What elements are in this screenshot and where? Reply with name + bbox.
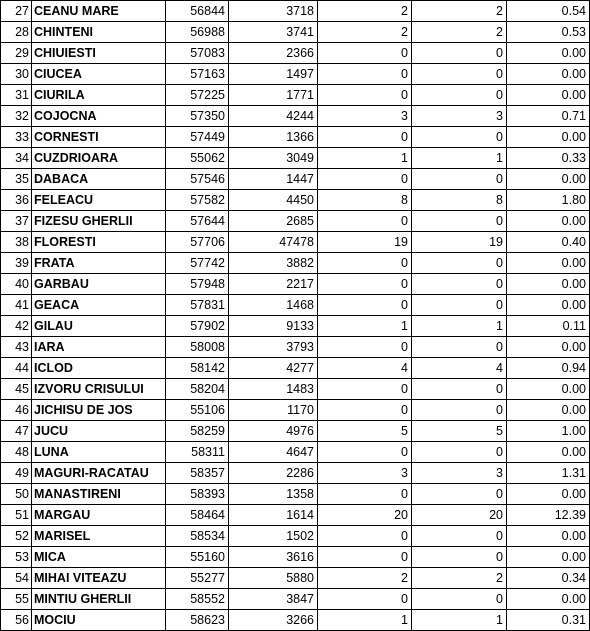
population-cell[interactable]: 1366	[229, 127, 318, 148]
count-1-cell[interactable]: 0	[318, 43, 412, 64]
population-cell[interactable]: 1614	[229, 505, 318, 526]
row-number-cell[interactable]: 51	[1, 505, 32, 526]
locality-name-cell[interactable]: MAGURI-RACATAU	[32, 463, 166, 484]
locality-name-cell[interactable]: CHIUIESTI	[32, 43, 166, 64]
count-2-cell[interactable]: 1	[412, 610, 507, 631]
population-cell[interactable]: 1447	[229, 169, 318, 190]
rate-cell[interactable]: 0.00	[507, 526, 590, 547]
siruta-code-cell[interactable]: 58552	[166, 589, 229, 610]
rate-cell[interactable]: 0.40	[507, 232, 590, 253]
count-1-cell[interactable]: 0	[318, 127, 412, 148]
rate-cell[interactable]: 0.00	[507, 379, 590, 400]
locality-name-cell[interactable]: FRATA	[32, 253, 166, 274]
row-number-cell[interactable]: 48	[1, 442, 32, 463]
siruta-code-cell[interactable]: 57742	[166, 253, 229, 274]
rate-cell[interactable]: 0.00	[507, 547, 590, 568]
siruta-code-cell[interactable]: 55160	[166, 547, 229, 568]
count-2-cell[interactable]: 20	[412, 505, 507, 526]
population-cell[interactable]: 1170	[229, 400, 318, 421]
row-number-cell[interactable]: 34	[1, 148, 32, 169]
population-cell[interactable]: 3741	[229, 22, 318, 43]
siruta-code-cell[interactable]: 58008	[166, 337, 229, 358]
siruta-code-cell[interactable]: 57902	[166, 316, 229, 337]
row-number-cell[interactable]: 39	[1, 253, 32, 274]
rate-cell[interactable]: 0.00	[507, 295, 590, 316]
count-1-cell[interactable]: 0	[318, 169, 412, 190]
population-cell[interactable]: 3616	[229, 547, 318, 568]
count-1-cell[interactable]: 0	[318, 400, 412, 421]
locality-name-cell[interactable]: CORNESTI	[32, 127, 166, 148]
table-body	[1, 1, 590, 631]
row-number-cell[interactable]: 46	[1, 400, 32, 421]
locality-name-cell[interactable]: IARA	[32, 337, 166, 358]
count-1-cell[interactable]: 0	[318, 484, 412, 505]
population-cell[interactable]: 47478	[229, 232, 318, 253]
table-row	[1, 463, 590, 484]
count-1-cell[interactable]: 0	[318, 85, 412, 106]
row-number-cell[interactable]: 50	[1, 484, 32, 505]
table-row	[1, 232, 590, 253]
rate-cell[interactable]: 0.00	[507, 400, 590, 421]
count-2-cell[interactable]: 0	[412, 400, 507, 421]
count-1-cell[interactable]: 3	[318, 463, 412, 484]
rate-cell[interactable]: 0.31	[507, 610, 590, 631]
locality-name-cell[interactable]: ICLOD	[32, 358, 166, 379]
row-number-cell[interactable]: 49	[1, 463, 32, 484]
locality-name-cell[interactable]: FIZESU GHERLII	[32, 211, 166, 232]
rate-cell[interactable]: 0.00	[507, 211, 590, 232]
population-cell[interactable]: 3266	[229, 610, 318, 631]
count-1-cell[interactable]: 0	[318, 274, 412, 295]
row-number-cell[interactable]: 47	[1, 421, 32, 442]
locality-name-cell[interactable]: CIURILA	[32, 85, 166, 106]
row-number-cell[interactable]: 52	[1, 526, 32, 547]
table-row	[1, 85, 590, 106]
population-cell[interactable]: 2685	[229, 211, 318, 232]
locality-name-cell[interactable]: LUNA	[32, 442, 166, 463]
rate-cell[interactable]: 0.34	[507, 568, 590, 589]
siruta-code-cell[interactable]: 57449	[166, 127, 229, 148]
table-row	[1, 22, 590, 43]
rate-cell[interactable]: 0.00	[507, 589, 590, 610]
count-2-cell[interactable]: 4	[412, 358, 507, 379]
count-2-cell[interactable]: 8	[412, 190, 507, 211]
locality-name-cell[interactable]: COJOCNA	[32, 106, 166, 127]
row-number-cell[interactable]: 32	[1, 106, 32, 127]
locality-name-cell[interactable]: MICA	[32, 547, 166, 568]
locality-name-cell[interactable]: CEANU MARE	[32, 1, 166, 22]
table-row	[1, 106, 590, 127]
count-1-cell[interactable]: 8	[318, 190, 412, 211]
table-row	[1, 211, 590, 232]
rate-cell[interactable]: 0.00	[507, 64, 590, 85]
locality-name-cell[interactable]: MIHAI VITEAZU	[32, 568, 166, 589]
count-2-cell[interactable]: 3	[412, 463, 507, 484]
locality-name-cell[interactable]: FLORESTI	[32, 232, 166, 253]
population-cell[interactable]: 4450	[229, 190, 318, 211]
rate-cell[interactable]: 0.94	[507, 358, 590, 379]
locality-name-cell[interactable]: GEACA	[32, 295, 166, 316]
siruta-code-cell[interactable]: 57706	[166, 232, 229, 253]
count-2-cell[interactable]: 0	[412, 589, 507, 610]
count-2-cell[interactable]: 1	[412, 148, 507, 169]
population-cell[interactable]: 1358	[229, 484, 318, 505]
table-row	[1, 190, 590, 211]
locality-name-cell[interactable]: CUZDRIOARA	[32, 148, 166, 169]
table-row	[1, 295, 590, 316]
table-row	[1, 400, 590, 421]
population-cell[interactable]: 3793	[229, 337, 318, 358]
count-2-cell[interactable]: 0	[412, 253, 507, 274]
count-2-cell[interactable]: 3	[412, 106, 507, 127]
locality-name-cell[interactable]: MARGAU	[32, 505, 166, 526]
count-2-cell[interactable]: 1	[412, 316, 507, 337]
count-1-cell[interactable]: 0	[318, 337, 412, 358]
row-number-cell[interactable]: 53	[1, 547, 32, 568]
rate-cell[interactable]: 0.00	[507, 274, 590, 295]
locality-name-cell[interactable]: MANASTIRENI	[32, 484, 166, 505]
table-row	[1, 484, 590, 505]
siruta-code-cell[interactable]: 58204	[166, 379, 229, 400]
siruta-code-cell[interactable]: 55106	[166, 400, 229, 421]
table-row	[1, 379, 590, 400]
rate-cell[interactable]: 0.00	[507, 484, 590, 505]
row-number-cell[interactable]: 43	[1, 337, 32, 358]
table-row	[1, 526, 590, 547]
row-number-cell[interactable]: 29	[1, 43, 32, 64]
row-number-cell[interactable]: 30	[1, 64, 32, 85]
siruta-code-cell[interactable]: 58623	[166, 610, 229, 631]
rate-cell[interactable]: 0.00	[507, 43, 590, 64]
siruta-code-cell[interactable]: 57350	[166, 106, 229, 127]
population-cell[interactable]: 3847	[229, 589, 318, 610]
siruta-code-cell[interactable]: 57163	[166, 64, 229, 85]
rate-cell[interactable]: 0.00	[507, 169, 590, 190]
population-cell[interactable]: 2217	[229, 274, 318, 295]
siruta-code-cell[interactable]: 58142	[166, 358, 229, 379]
row-number-cell[interactable]: 31	[1, 85, 32, 106]
count-2-cell[interactable]: 0	[412, 295, 507, 316]
siruta-code-cell[interactable]: 58259	[166, 421, 229, 442]
row-number-cell[interactable]: 44	[1, 358, 32, 379]
row-number-cell[interactable]: 38	[1, 232, 32, 253]
count-1-cell[interactable]: 0	[318, 442, 412, 463]
rate-cell[interactable]: 0.00	[507, 253, 590, 274]
siruta-code-cell[interactable]: 57582	[166, 190, 229, 211]
count-2-cell[interactable]: 0	[412, 547, 507, 568]
table-row	[1, 505, 590, 526]
siruta-code-cell[interactable]: 58393	[166, 484, 229, 505]
table-row	[1, 358, 590, 379]
count-2-cell[interactable]: 2	[412, 568, 507, 589]
row-number-cell[interactable]: 56	[1, 610, 32, 631]
row-number-cell[interactable]: 35	[1, 169, 32, 190]
row-number-cell[interactable]: 54	[1, 568, 32, 589]
row-number-cell[interactable]: 33	[1, 127, 32, 148]
locality-name-cell[interactable]: DABACA	[32, 169, 166, 190]
locality-name-cell[interactable]: CHINTENI	[32, 22, 166, 43]
table-row	[1, 1, 590, 22]
count-1-cell[interactable]: 0	[318, 547, 412, 568]
siruta-code-cell[interactable]: 57948	[166, 274, 229, 295]
population-cell[interactable]: 2366	[229, 43, 318, 64]
count-2-cell[interactable]: 0	[412, 526, 507, 547]
population-cell[interactable]: 1497	[229, 64, 318, 85]
table-row	[1, 127, 590, 148]
siruta-code-cell[interactable]: 57831	[166, 295, 229, 316]
siruta-code-cell[interactable]: 57546	[166, 169, 229, 190]
row-number-cell[interactable]: 27	[1, 1, 32, 22]
count-1-cell[interactable]: 0	[318, 295, 412, 316]
siruta-code-cell[interactable]: 57644	[166, 211, 229, 232]
table-row	[1, 589, 590, 610]
table-row	[1, 64, 590, 85]
population-cell[interactable]: 4647	[229, 442, 318, 463]
population-cell[interactable]: 2286	[229, 463, 318, 484]
siruta-code-cell[interactable]: 57083	[166, 43, 229, 64]
rate-cell[interactable]: 0.71	[507, 106, 590, 127]
count-1-cell[interactable]: 0	[318, 64, 412, 85]
table-row	[1, 169, 590, 190]
table-row	[1, 43, 590, 64]
table-row	[1, 610, 590, 631]
count-1-cell[interactable]: 4	[318, 358, 412, 379]
siruta-code-cell[interactable]: 56844	[166, 1, 229, 22]
siruta-code-cell[interactable]: 58534	[166, 526, 229, 547]
population-cell[interactable]: 3718	[229, 1, 318, 22]
count-1-cell[interactable]: 2	[318, 1, 412, 22]
population-cell[interactable]: 3049	[229, 148, 318, 169]
rate-cell[interactable]: 1.80	[507, 190, 590, 211]
count-1-cell[interactable]: 5	[318, 421, 412, 442]
siruta-code-cell[interactable]: 57225	[166, 85, 229, 106]
siruta-code-cell[interactable]: 58464	[166, 505, 229, 526]
siruta-code-cell[interactable]: 55062	[166, 148, 229, 169]
count-2-cell[interactable]: 0	[412, 379, 507, 400]
count-2-cell[interactable]: 0	[412, 43, 507, 64]
rate-cell[interactable]: 0.00	[507, 85, 590, 106]
locality-name-cell[interactable]: JICHISU DE JOS	[32, 400, 166, 421]
locality-name-cell[interactable]: JUCU	[32, 421, 166, 442]
row-number-cell[interactable]: 45	[1, 379, 32, 400]
table-row	[1, 337, 590, 358]
count-2-cell[interactable]: 5	[412, 421, 507, 442]
locality-name-cell[interactable]: FELEACU	[32, 190, 166, 211]
table-row	[1, 316, 590, 337]
population-cell[interactable]: 1502	[229, 526, 318, 547]
locality-name-cell[interactable]: MINTIU GHERLII	[32, 589, 166, 610]
count-1-cell[interactable]: 0	[318, 589, 412, 610]
table-row	[1, 442, 590, 463]
row-number-cell[interactable]: 40	[1, 274, 32, 295]
count-2-cell[interactable]: 0	[412, 337, 507, 358]
count-2-cell[interactable]: 2	[412, 1, 507, 22]
count-2-cell[interactable]: 0	[412, 169, 507, 190]
table-row	[1, 253, 590, 274]
siruta-code-cell[interactable]: 58311	[166, 442, 229, 463]
row-number-cell[interactable]: 36	[1, 190, 32, 211]
count-2-cell[interactable]: 19	[412, 232, 507, 253]
rate-cell[interactable]: 1.00	[507, 421, 590, 442]
population-cell[interactable]: 4244	[229, 106, 318, 127]
rate-cell[interactable]: 0.00	[507, 127, 590, 148]
table-row	[1, 274, 590, 295]
population-cell[interactable]: 1468	[229, 295, 318, 316]
locality-name-cell[interactable]: GARBAU	[32, 274, 166, 295]
count-1-cell[interactable]: 2	[318, 568, 412, 589]
siruta-code-cell[interactable]: 56988	[166, 22, 229, 43]
count-2-cell[interactable]: 0	[412, 274, 507, 295]
rate-cell[interactable]: 0.00	[507, 442, 590, 463]
population-cell[interactable]: 9133	[229, 316, 318, 337]
count-1-cell[interactable]: 20	[318, 505, 412, 526]
row-number-cell[interactable]: 42	[1, 316, 32, 337]
population-cell[interactable]: 4277	[229, 358, 318, 379]
siruta-code-cell[interactable]: 58357	[166, 463, 229, 484]
count-2-cell[interactable]: 0	[412, 442, 507, 463]
count-1-cell[interactable]: 3	[318, 106, 412, 127]
count-1-cell[interactable]: 0	[318, 526, 412, 547]
locality-name-cell[interactable]: MOCIU	[32, 610, 166, 631]
locality-name-cell[interactable]: MARISEL	[32, 526, 166, 547]
locality-name-cell[interactable]: IZVORU CRISULUI	[32, 379, 166, 400]
row-number-cell[interactable]: 28	[1, 22, 32, 43]
row-number-cell[interactable]: 41	[1, 295, 32, 316]
population-cell[interactable]: 1771	[229, 85, 318, 106]
count-2-cell[interactable]: 0	[412, 85, 507, 106]
count-1-cell[interactable]: 2	[318, 22, 412, 43]
count-1-cell[interactable]: 1	[318, 316, 412, 337]
count-1-cell[interactable]: 0	[318, 379, 412, 400]
rate-cell[interactable]: 1.31	[507, 463, 590, 484]
count-2-cell[interactable]: 0	[412, 211, 507, 232]
population-cell[interactable]: 3882	[229, 253, 318, 274]
count-1-cell[interactable]: 0	[318, 211, 412, 232]
count-2-cell[interactable]: 0	[412, 484, 507, 505]
population-cell[interactable]: 4976	[229, 421, 318, 442]
rate-cell[interactable]: 0.33	[507, 148, 590, 169]
count-1-cell[interactable]: 0	[318, 253, 412, 274]
count-1-cell[interactable]: 1	[318, 610, 412, 631]
table-row	[1, 547, 590, 568]
population-cell[interactable]: 5880	[229, 568, 318, 589]
siruta-code-cell[interactable]: 55277	[166, 568, 229, 589]
table-row	[1, 148, 590, 169]
table-row	[1, 421, 590, 442]
row-number-cell[interactable]: 37	[1, 211, 32, 232]
locality-name-cell[interactable]: GILAU	[32, 316, 166, 337]
locality-name-cell[interactable]: CIUCEA	[32, 64, 166, 85]
count-2-cell[interactable]: 2	[412, 22, 507, 43]
rate-cell[interactable]: 0.53	[507, 22, 590, 43]
rate-cell[interactable]: 0.11	[507, 316, 590, 337]
row-number-cell[interactable]: 55	[1, 589, 32, 610]
table-row	[1, 568, 590, 589]
rate-cell[interactable]: 0.54	[507, 1, 590, 22]
count-1-cell[interactable]: 1	[318, 148, 412, 169]
count-1-cell[interactable]: 19	[318, 232, 412, 253]
rate-cell[interactable]: 12.39	[507, 505, 590, 526]
population-cell[interactable]: 1483	[229, 379, 318, 400]
count-2-cell[interactable]: 0	[412, 64, 507, 85]
rate-cell[interactable]: 0.00	[507, 337, 590, 358]
count-2-cell[interactable]: 0	[412, 127, 507, 148]
